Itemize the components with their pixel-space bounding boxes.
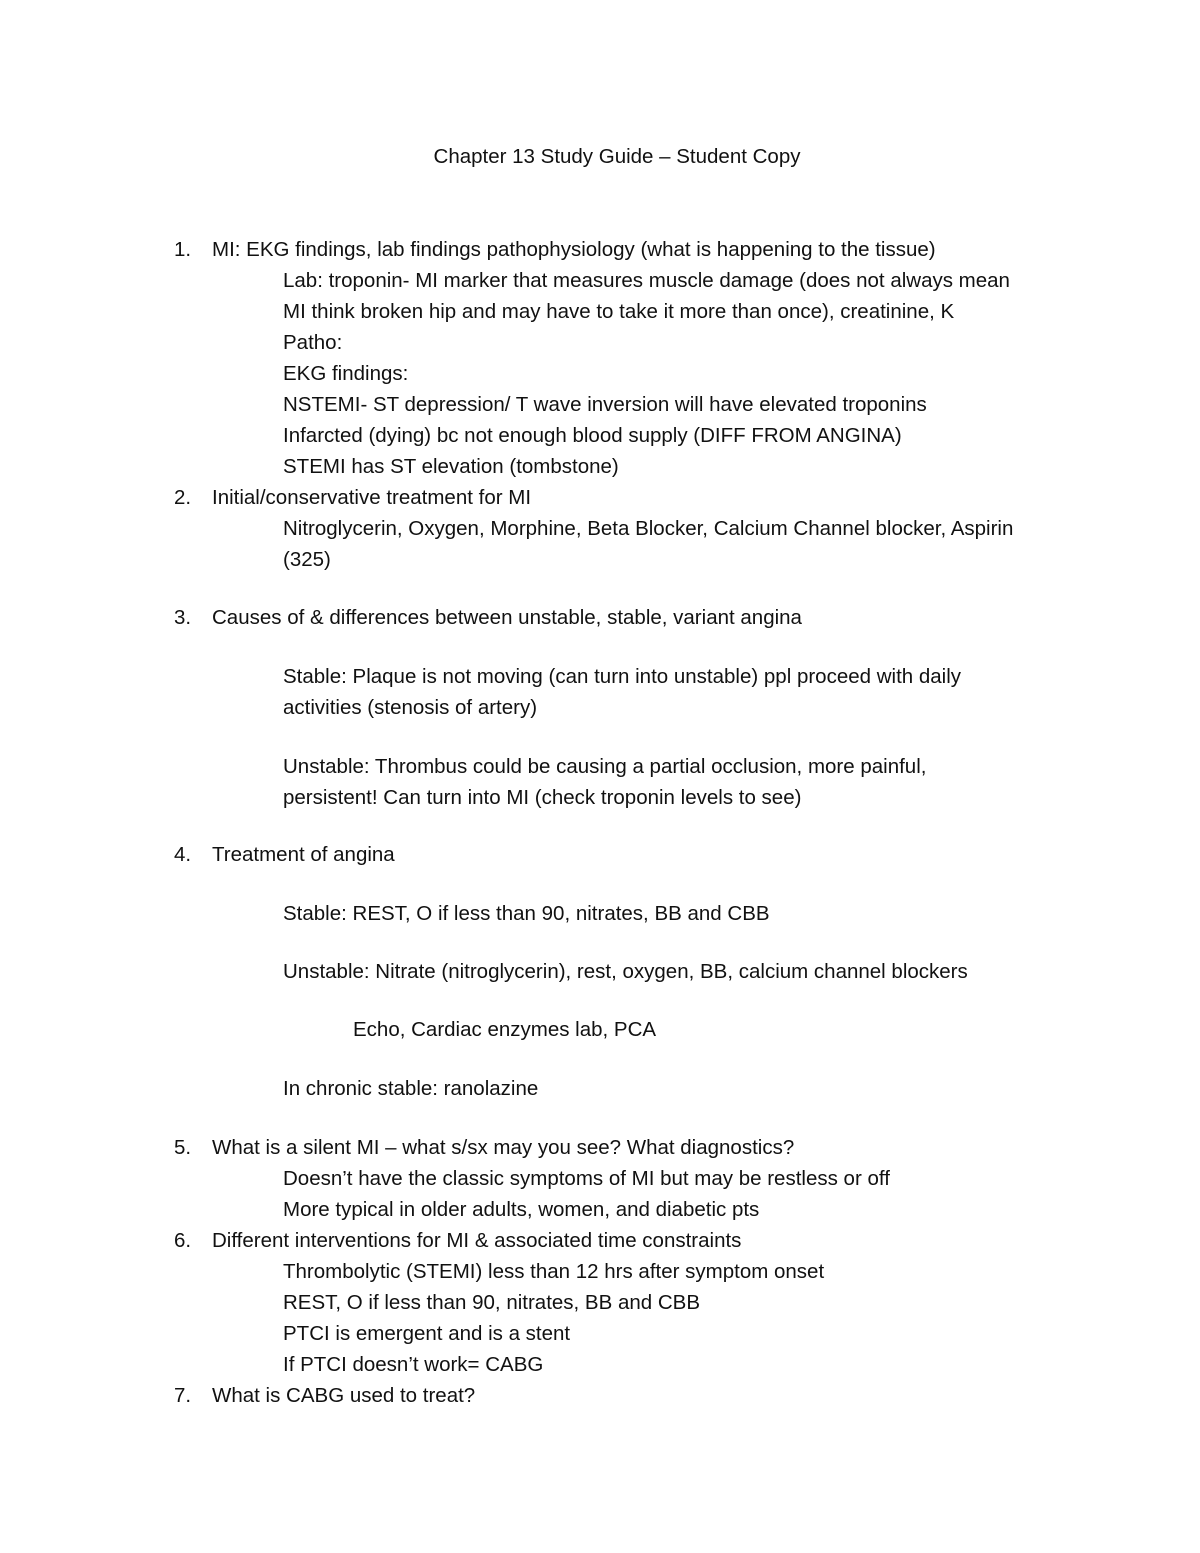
- answer-line: EKG findings:: [283, 362, 409, 385]
- question-text: What is a silent MI – what s/sx may you see? What diagnostics?: [212, 1136, 795, 1159]
- answer-line: Stable: Plaque is not moving (can turn into unstable) ppl proceed with daily: [283, 665, 962, 688]
- question-number: 6.: [174, 1229, 192, 1252]
- answer-line: (325): [283, 548, 331, 571]
- answer-line: Infarcted (dying) bc not enough blood supply (DIFF FROM ANGINA): [283, 424, 902, 447]
- answer-line: More typical in older adults, women, and diabetic pts: [283, 1198, 760, 1221]
- answer-line: Unstable: Nitrate (nitroglycerin), rest, oxygen, BB, calcium channel blockers: [283, 960, 968, 983]
- question-text: What is CABG used to treat?: [212, 1384, 476, 1407]
- answer-line: Thrombolytic (STEMI) less than 12 hrs after symptom onset: [283, 1260, 825, 1283]
- page-title: Chapter 13 Study Guide – Student Copy: [433, 145, 801, 168]
- question-number: 4.: [174, 843, 192, 866]
- answer-line: In chronic stable: ranolazine: [283, 1077, 539, 1100]
- answer-line: Echo, Cardiac enzymes lab, PCA: [353, 1018, 657, 1041]
- question-number: 3.: [174, 606, 192, 629]
- answer-line: Patho:: [283, 331, 343, 354]
- answer-line: Lab: troponin- MI marker that measures muscle damage (does not always mean: [283, 269, 1010, 292]
- answer-line: PTCI is emergent and is a stent: [283, 1322, 571, 1345]
- question-text: Initial/conservative treatment for MI: [212, 486, 532, 509]
- question-text: MI: EKG findings, lab findings pathophysiology (what is happening to the tissue): [212, 238, 936, 261]
- question-number: 2.: [174, 486, 192, 509]
- answer-line: Stable: REST, O if less than 90, nitrates, BB and CBB: [283, 902, 770, 925]
- question-number: 1.: [174, 238, 192, 261]
- answer-line: REST, O if less than 90, nitrates, BB and CBB: [283, 1291, 701, 1314]
- answer-line: Doesn’t have the classic symptoms of MI but may be restless or off: [283, 1167, 890, 1190]
- question-text: Different interventions for MI & associated time constraints: [212, 1229, 742, 1252]
- question-text: Causes of & differences between unstable, stable, variant angina: [212, 606, 802, 629]
- answer-line: activities (stenosis of artery): [283, 696, 538, 719]
- answer-line: MI think broken hip and may have to take it more than once), creatinine, K: [283, 300, 955, 323]
- answer-line: STEMI has ST elevation (tombstone): [283, 455, 619, 478]
- answer-line: Nitroglycerin, Oxygen, Morphine, Beta Blocker, Calcium Channel blocker, Aspirin: [283, 517, 1014, 540]
- answer-line: persistent! Can turn into MI (check troponin levels to see): [283, 786, 802, 809]
- answer-line: Unstable: Thrombus could be causing a partial occlusion, more painful,: [283, 755, 927, 778]
- answer-line: If PTCI doesn’t work= CABG: [283, 1353, 544, 1376]
- answer-line: NSTEMI- ST depression/ T wave inversion will have elevated troponins: [283, 393, 927, 416]
- question-text: Treatment of angina: [212, 843, 395, 866]
- question-number: 7.: [174, 1384, 192, 1407]
- question-number: 5.: [174, 1136, 192, 1159]
